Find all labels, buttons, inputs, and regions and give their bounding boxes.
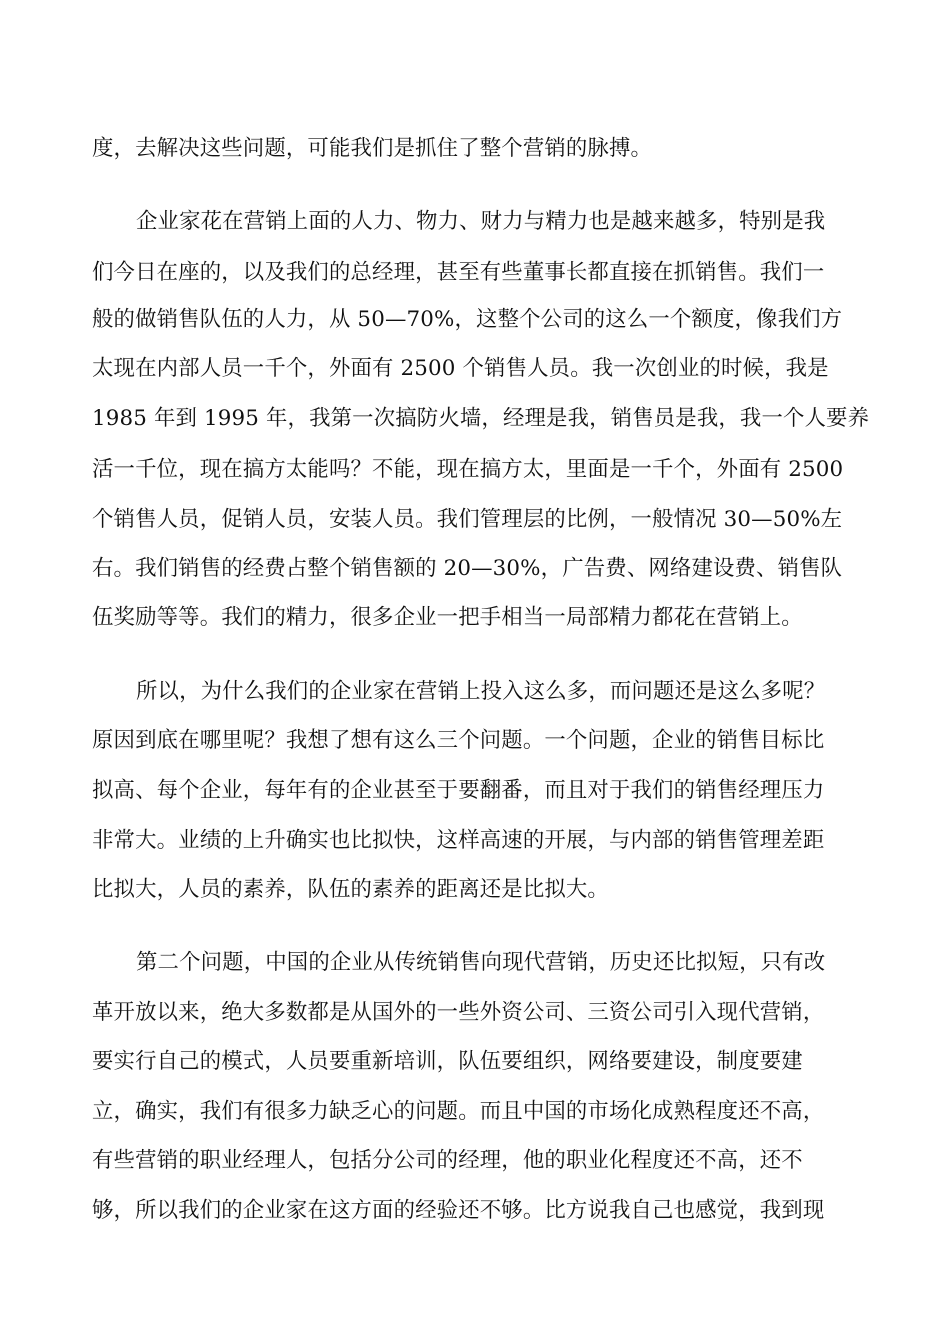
- text-line: 右。我们销售的经费占整个销售额的 20—30%，广告费、网络建设费、销售队: [92, 556, 843, 581]
- text-line: 革开放以来，绝大多数都是从国外的一些外资公司、三资公司引入现代营销，: [92, 1000, 825, 1025]
- text-line: 所以，为什么我们的企业家在营销上投入这么多，而问题还是这么多呢？: [136, 679, 826, 704]
- text-line: 第二个问题，中国的企业从传统销售向现代营销，历史还比拟短，只有改: [136, 950, 826, 975]
- text-line: 拟高、每个企业，每年有的企业甚至于要翻番，而且对于我们的销售经理压力: [92, 778, 825, 803]
- text-line: 太现在内部人员一千个，外面有 2500 个销售人员。我一次创业的时候，我是: [92, 356, 829, 381]
- text-line: 活一千位，现在搞方太能吗？不能，现在搞方太，里面是一千个，外面有 2500: [92, 457, 844, 482]
- text-line: 度，去解决这些问题，可能我们是抓住了整个营销的脉搏。: [92, 136, 653, 161]
- text-line: 般的做销售队伍的人力，从 50—70%，这整个公司的这么一个额度，像我们方: [92, 307, 843, 332]
- text-line: 企业家花在营销上面的人力、物力、财力与精力也是越来越多，特别是我: [136, 209, 826, 234]
- text-line: 要实行自己的模式，人员要重新培训，队伍要组织，网络要建设，制度要建: [92, 1049, 803, 1074]
- text-line: 非常大。业绩的上升确实也比拟快，这样高速的开展，与内部的销售管理差距: [92, 828, 825, 853]
- text-line: 原因到底在哪里呢？我想了想有这么三个问题。一个问题，企业的销售目标比: [92, 728, 825, 753]
- text-line: 们今日在座的，以及我们的总经理，甚至有些董事长都直接在抓销售。我们一: [92, 260, 825, 285]
- text-line: 比拟大，人员的素养，队伍的素养的距离还是比拟大。: [92, 877, 609, 902]
- text-line: 够，所以我们的企业家在这方面的经验还不够。比方说我自己也感觉，我到现: [92, 1198, 825, 1223]
- text-line: 伍奖励等等。我们的精力，很多企业一把手相当一局部精力都花在营销上。: [92, 605, 803, 630]
- text-line: 立，确实，我们有很多力缺乏心的问题。而且中国的市场化成熟程度还不高，: [92, 1099, 825, 1124]
- text-line: 有些营销的职业经理人，包括分公司的经理，他的职业化程度还不高，还不: [92, 1148, 803, 1173]
- text-line: 1985 年到 1995 年，我第一次搞防火墙，经理是我，销售员是我，我一个人要养: [92, 406, 870, 431]
- text-line: 个销售人员，促销人员，安装人员。我们管理层的比例，一般情况 30—50%左: [92, 507, 843, 532]
